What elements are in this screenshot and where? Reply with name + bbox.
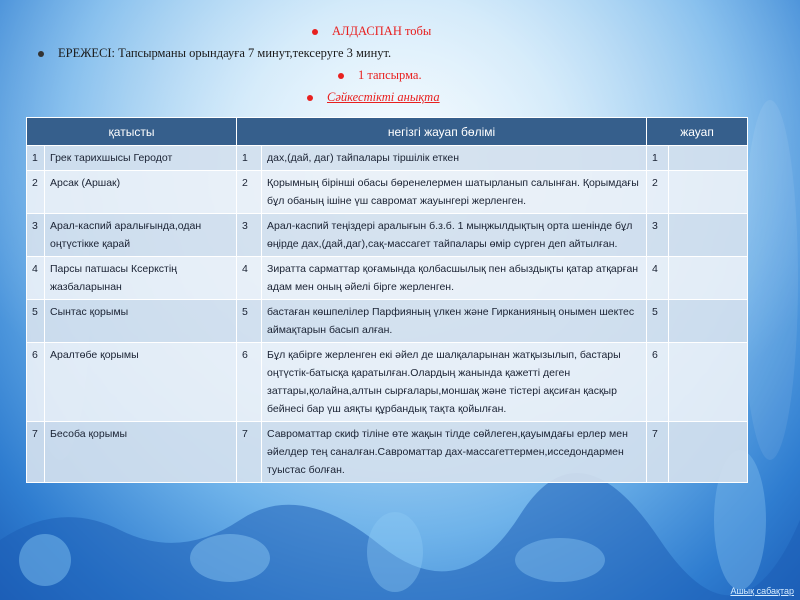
- main-number-cell: 1: [237, 146, 262, 171]
- row-number-cell: 7: [27, 422, 45, 483]
- table-row: [27, 422, 748, 483]
- main-number-cell: 7: [237, 422, 262, 483]
- related-cell: Сынтас қорымы: [45, 300, 237, 343]
- header-main-answer: негізгі жауап бөлімі: [237, 118, 647, 146]
- matching-table: [26, 117, 748, 483]
- row-number-cell: 3: [27, 214, 45, 257]
- answer-number-cell: 3: [647, 214, 669, 257]
- group-title: АЛДАСПАН тобы: [312, 24, 431, 39]
- row-number-cell: 2: [27, 171, 45, 214]
- task-number: 1 тапсырма.: [338, 68, 422, 83]
- answer-input-cell[interactable]: [669, 171, 748, 214]
- bullet-icon: [38, 51, 44, 57]
- bullet-icon: [307, 95, 313, 101]
- task-instruction-link[interactable]: Сәйкестікті анықта: [307, 90, 440, 105]
- bullet-icon: [338, 73, 344, 79]
- main-answer-cell: Қорымның бірінші обасы бөренелермен шатырланып салынған. Қорымдағы бұл обаның ішіне үш савромат жауынгері жерленген.: [262, 171, 647, 214]
- main-number-cell: 4: [237, 257, 262, 300]
- answer-input-cell[interactable]: [669, 146, 748, 171]
- answer-number-cell: 2: [647, 171, 669, 214]
- table-row: [27, 146, 748, 171]
- table-row: [27, 257, 748, 300]
- open-lessons-link[interactable]: Ашық сабақтар: [730, 586, 794, 596]
- rules-line: ЕРЕЖЕСІ: Тапсырманы орындауға 7 минут,тексеруге 3 минут.: [38, 46, 391, 61]
- header-answer: жауап: [647, 118, 748, 146]
- main-answer-cell: дах,(дай, даг) тайпалары тіршілік еткен: [262, 146, 647, 171]
- main-number-cell: 2: [237, 171, 262, 214]
- bullet-icon: [312, 29, 318, 35]
- main-number-cell: 6: [237, 343, 262, 422]
- related-cell: Бесоба қорымы: [45, 422, 237, 483]
- table-row: [27, 214, 748, 257]
- main-answer-cell: Арал-каспий теңіздері аралығын б.з.б. 1 мыңжылдықтың орта шенінде бұл өңірде дах,(дай,даг),сақ-массагет тайпалары өмір сүрген деп айтылған.: [262, 214, 647, 257]
- related-cell: Арал-каспий аралығында,одан оңтүстікке қарай: [45, 214, 237, 257]
- main-answer-cell: бастаған көшпелілер Парфияның үлкен және Гирканияның онымен шектес аймақтарын басып алған.: [262, 300, 647, 343]
- row-number-cell: 4: [27, 257, 45, 300]
- row-number-cell: 1: [27, 146, 45, 171]
- answer-input-cell[interactable]: [669, 343, 748, 422]
- answer-number-cell: 5: [647, 300, 669, 343]
- main-number-cell: 5: [237, 300, 262, 343]
- answer-number-cell: 4: [647, 257, 669, 300]
- answer-input-cell[interactable]: [669, 257, 748, 300]
- table-row: [27, 343, 748, 422]
- table-row: [27, 171, 748, 214]
- related-cell: Арсак (Аршак): [45, 171, 237, 214]
- answer-number-cell: 6: [647, 343, 669, 422]
- answer-number-cell: 1: [647, 146, 669, 171]
- row-number-cell: 6: [27, 343, 45, 422]
- related-cell: Аралтөбе қорымы: [45, 343, 237, 422]
- main-answer-cell: Савроматтар скиф тіліне өте жақын тілде сөйлеген,қауымдағы ерлер мен әйелдер тең саналған.Савроматтар дах-массагеттермен,исседондармен туыстас болған.: [262, 422, 647, 483]
- row-number-cell: 5: [27, 300, 45, 343]
- main-answer-cell: Зиратта сарматтар қоғамында қолбасшылық пен абыздықты қатар атқарған адам мен оның әйелі бірге жерленген.: [262, 257, 647, 300]
- table-header-row: [27, 118, 748, 146]
- header-related: қатысты: [27, 118, 237, 146]
- answer-input-cell[interactable]: [669, 422, 748, 483]
- answer-number-cell: 7: [647, 422, 669, 483]
- answer-input-cell[interactable]: [669, 214, 748, 257]
- table-row: [27, 300, 748, 343]
- related-cell: Парсы патшасы Ксеркстің жазбаларынан: [45, 257, 237, 300]
- answer-input-cell[interactable]: [669, 300, 748, 343]
- main-answer-cell: Бұл қабірге жерленген екі әйел де шалқаларынан жатқызылып, бастары оңтүстік-батысқа қаратылған.Олардың жанында қажетті деген заттары,қолайна,алтын сырғалары,моншақ және тістері ақсиған қасқыр бейнесі бар үш аяқты құрбандық тақта қойылған.: [262, 343, 647, 422]
- related-cell: Грек тарихшысы Геродот: [45, 146, 237, 171]
- main-number-cell: 3: [237, 214, 262, 257]
